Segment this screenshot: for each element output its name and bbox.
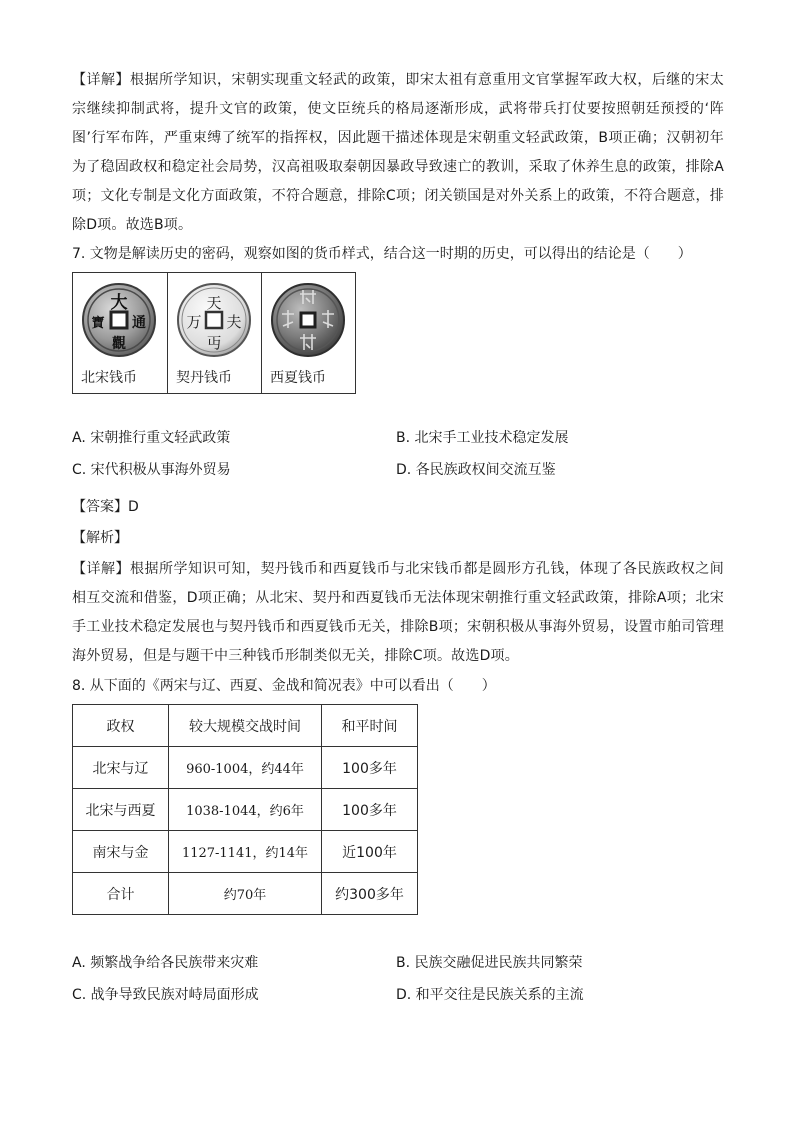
table-header-cell: 较大规模交战时间 xyxy=(169,705,322,747)
table-row xyxy=(73,831,418,873)
coin1-char-left: 寶 xyxy=(91,316,105,331)
coin1-char-top: 大 xyxy=(110,293,128,313)
table-cell: 约300多年 xyxy=(322,873,418,915)
coin-cell-khitan xyxy=(168,273,262,394)
q7-option-c: C. 宋代积极从事海外贸易 xyxy=(72,462,231,478)
coin-table xyxy=(72,272,356,394)
question-7-title: 7. 文物是解读历史的密码，观察如图的货币样式，结合这一时期的历史，可以得出的结论是（ ） xyxy=(72,246,692,262)
khitan-coin-image xyxy=(176,282,252,358)
q7-detail-paragraph: 【详解】根据所学知识可知，契丹钱币和西夏钱币与北宋钱币都是圆形方孔钱，体现了各民族政权之间相互交流和借鉴，D项正确；从北宋、契丹和西夏钱币无法体现宋朝推行重文轻武政策，排除A项；北宋手工业技术稳定发展也与契丹钱币和西夏钱币无关，排除B项；宋朝积极从事海外贸易，设置市舶司管理海外贸易，但是与题干中三种钱币形制类似无关，排除C项。故选D项。 xyxy=(72,561,724,664)
table-cell: 合计 xyxy=(73,873,169,915)
table-row xyxy=(73,873,418,915)
q7-answer: 【答案】D xyxy=(72,499,139,515)
question-8-title: 8. 从下面的《两宋与辽、西夏、金战和简况表》中可以看出（ ） xyxy=(72,678,496,694)
coin-label-western-xia: 西夏钱币 xyxy=(270,370,326,386)
table-row xyxy=(73,747,418,789)
coin-label-khitan: 契丹钱币 xyxy=(176,370,232,386)
coin1-char-bottom: 觀 xyxy=(112,336,126,352)
q7-analysis-label: 【解析】 xyxy=(72,530,128,546)
table-row xyxy=(73,789,418,831)
table-cell: 约70年 xyxy=(169,873,322,915)
table-header-row xyxy=(73,705,418,747)
q8-option-c: C. 战争导致民族对峙局面形成 xyxy=(72,987,259,1003)
table-header-cell: 政权 xyxy=(73,705,169,747)
question-7-options xyxy=(72,428,724,492)
war-peace-table xyxy=(72,704,418,915)
question-8-options xyxy=(72,953,724,1017)
coin-label-northern-song: 北宋钱币 xyxy=(81,370,137,386)
coin2-char-left: 万 xyxy=(186,313,202,331)
coin1-char-right: 通 xyxy=(132,315,146,331)
table-cell: 南宋与金 xyxy=(73,831,169,873)
q7-option-a: A. 宋朝推行重文轻武政策 xyxy=(72,430,231,446)
table-cell: 100多年 xyxy=(322,747,418,789)
coin-cell-northern-song xyxy=(73,273,168,394)
q7-option-d: D. 各民族政权间交流互鉴 xyxy=(396,462,556,478)
western-xia-coin-image xyxy=(270,282,346,358)
document-page xyxy=(72,66,724,1017)
q8-option-d: D. 和平交往是民族关系的主流 xyxy=(396,987,584,1003)
table-cell: 960-1004，约44年 xyxy=(169,747,322,789)
table-cell: 1038-1044，约6年 xyxy=(169,789,322,831)
table-cell: 北宋与辽 xyxy=(73,747,169,789)
coin-cell-western-xia xyxy=(262,273,356,394)
coin2-char-bottom: 丏 xyxy=(206,334,222,352)
northern-song-coin-image xyxy=(81,282,157,358)
coin2-char-top: 天 xyxy=(206,294,222,312)
coin2-char-right: 夫 xyxy=(226,313,242,331)
table-cell: 近100年 xyxy=(322,831,418,873)
table-cell: 1127-1141，约14年 xyxy=(169,831,322,873)
table-cell: 北宋与西夏 xyxy=(73,789,169,831)
table-cell: 100多年 xyxy=(322,789,418,831)
table-header-cell: 和平时间 xyxy=(322,705,418,747)
q8-option-b: B. 民族交融促进民族共同繁荣 xyxy=(396,955,583,971)
q8-option-a: A. 频繁战争给各民族带来灾难 xyxy=(72,955,259,971)
q7-option-b: B. 北宋手工业技术稳定发展 xyxy=(396,430,569,446)
detail-paragraph-q6: 【详解】根据所学知识，宋朝实现重文轻武的政策，即宋太祖有意重用文官掌握军政大权，后继的宋太宗继续抑制武将，提升文官的政策，使文臣统兵的格局逐渐形成，武将带兵打仗要按照朝廷预授的‘阵图’行军布阵，严重束缚了统军的指挥权，因此题干描述体现是宋朝重文轻武政策，B项正确；汉朝初年为了稳固政权和稳定社会局势，汉高祖吸取秦朝因暴政导致速亡的教训，采取了休养生息的政策，排除A项；文化专制是文化方面政策，不符合题意，排除C项；闭关锁国是对外关系上的政策，不符合题意，排除D项。故选B项。 xyxy=(72,72,724,233)
